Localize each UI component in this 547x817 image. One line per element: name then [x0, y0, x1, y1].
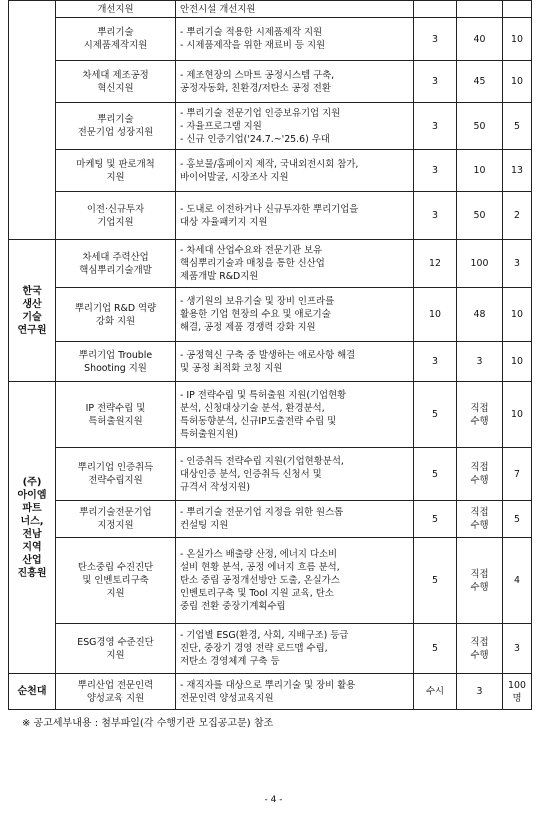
detail-line: - 생기원의 보유기술 및 장비 인프라를: [180, 296, 335, 307]
program-name-line: 지정지원: [97, 520, 134, 531]
detail-cell: [176, 342, 414, 382]
companies-cell: 5: [503, 103, 532, 150]
detail-line: 안전시설 개선지원: [180, 3, 256, 15]
count-cell: 수시: [414, 674, 457, 710]
count-cell: 3: [414, 61, 457, 103]
org-name-line: 아이엠: [17, 489, 47, 501]
table-row: [9, 150, 532, 192]
detail-line: 전문인력 양성교육지원: [180, 692, 274, 704]
detail-line: - 재직자를 대상으로 뿌리기술 및 장비 활용: [180, 679, 356, 691]
org-cell: 순천대: [9, 674, 56, 710]
budget-cell: 3: [457, 674, 503, 710]
program-cell: [56, 624, 176, 674]
count-cell: 5: [414, 624, 457, 674]
companies-cell: 10: [503, 61, 532, 103]
detail-cell: [176, 192, 414, 240]
detail-line: - 인증취득 전략수립 지원(기업현황분석,: [180, 455, 344, 467]
detail-line: 공정자동화, 친환경/저탄소 공정 전환: [180, 82, 331, 94]
detail-line: 제품개발 R&D지원: [180, 271, 259, 282]
org-name-line: 생산: [22, 298, 42, 310]
program-name-line: IP 전략수립 및: [85, 402, 146, 414]
program-cell: [56, 501, 176, 538]
budget-line: 직접: [470, 402, 489, 414]
detail-line: 컨설팅 지원: [180, 520, 229, 531]
budget-cell: 50: [457, 192, 503, 240]
table-row: [9, 192, 532, 240]
program-cell: [56, 18, 176, 61]
budget-cell: 50: [457, 103, 503, 150]
program-name-line: 뿌리산업 전문인력: [77, 679, 154, 691]
table-row: [9, 382, 532, 448]
detail-line: 중립 전환 중장기계획수립: [180, 601, 286, 612]
program-name-line: 전문기업 성장지원: [77, 127, 154, 138]
companies-cell: 4: [503, 538, 532, 624]
budget-cell: [457, 624, 503, 674]
program-cell: [56, 342, 176, 382]
program-name-line: 뿌리기업 Trouble: [78, 349, 153, 361]
detail-cell: [176, 538, 414, 624]
companies-line: 명: [512, 692, 522, 704]
budget-cell: 48: [457, 288, 503, 342]
program-name-line: 뿌리기업 인증취득: [77, 462, 154, 473]
budget-line: 수행: [470, 649, 489, 661]
detail-line: 활용한 기업 현장의 수요 및 애로기술: [180, 309, 331, 320]
program-name-line: 뿌리기술전문기업: [79, 507, 152, 518]
program-cell: [56, 240, 176, 288]
table-row: [9, 103, 532, 150]
program-name-line: 뿌리기업 R&D 역량: [74, 302, 157, 314]
org-cell: [9, 382, 56, 674]
table-row: [9, 61, 532, 103]
detail-line: - 차세대 산업수요와 전문기관 보유: [180, 245, 323, 256]
program-cell: [56, 1, 176, 18]
program-name-line: 및 인벤토리구축: [82, 575, 149, 586]
detail-cell: [176, 674, 414, 710]
table-row: [9, 538, 532, 624]
detail-cell: [176, 150, 414, 192]
program-cell: [56, 538, 176, 624]
companies-cell: [503, 1, 532, 18]
detail-line: 인벤토리구축 및 Tool 지원 교육, 탄소: [180, 588, 334, 599]
companies-cell: 2: [503, 192, 532, 240]
detail-line: - 시제품제작을 위한 재료비 등 지원: [180, 40, 326, 51]
table-row: [9, 674, 532, 710]
detail-line: 및 공정 최적화 코칭 지원: [180, 362, 283, 374]
detail-cell: [176, 18, 414, 61]
detail-line: 설비 현황 분석, 공정 에너지 흐름 분석,: [180, 562, 340, 573]
program-cell: [56, 674, 176, 710]
detail-line: 저탄소 경영체계 구축 등: [180, 656, 280, 667]
budget-cell: 10: [457, 150, 503, 192]
count-cell: 3: [414, 192, 457, 240]
count-cell: 12: [414, 240, 457, 288]
program-name-line: Shooting 지원: [84, 362, 147, 374]
program-name-line: 지원: [106, 171, 125, 183]
detail-line: 핵심뿌리기술과 매칭을 통한 신산업: [180, 258, 325, 269]
detail-cell: [176, 382, 414, 448]
count-cell: 3: [414, 150, 457, 192]
detail-line: - 기업별 ESG(환경, 사회, 지배구조) 등급: [180, 630, 349, 641]
org-name-line: 기술: [22, 311, 42, 323]
program-name-line: 지원: [106, 588, 125, 599]
detail-line: 진단, 중장기 경영 전략 로드맵 수립,: [180, 643, 328, 654]
org-name-line: 산업: [22, 554, 42, 566]
companies-cell: 3: [503, 240, 532, 288]
org-name-line: 지역: [22, 541, 42, 553]
budget-cell: 100: [457, 240, 503, 288]
detail-line: 대상 자율패키지 지원: [180, 216, 268, 228]
org-cell: [9, 240, 56, 382]
detail-line: - 뿌리기술 전문기업 인증보유기업 지원: [180, 107, 341, 119]
companies-line: 100: [508, 679, 526, 691]
count-cell: 5: [414, 501, 457, 538]
companies-cell: 10: [503, 382, 532, 448]
budget-line: 직접: [470, 568, 489, 580]
detail-line: 대상인증 분석, 인증취득 신청서 및: [180, 468, 322, 480]
detail-cell: [176, 501, 414, 538]
companies-cell: 5: [503, 501, 532, 538]
org-cell: [9, 1, 56, 240]
detail-line: - IP 전략수립 및 특허출원 지원(기업현황: [180, 389, 347, 401]
budget-line: 직접: [470, 462, 489, 473]
budget-line: 직접: [470, 636, 489, 648]
detail-line: - 자율프로그램 지원: [180, 120, 262, 132]
program-cell: [56, 61, 176, 103]
detail-cell: [176, 1, 414, 18]
companies-cell: 10: [503, 18, 532, 61]
detail-cell: [176, 624, 414, 674]
detail-line: - 신규 인증기업('24.7.~'25.6) 우대: [180, 133, 330, 145]
detail-cell: [176, 240, 414, 288]
detail-line: 규격서 작성지원): [180, 481, 251, 493]
table-row: [9, 240, 532, 288]
detail-line: - 뿌리기술 전문기업 지정을 위한 원스톱: [180, 507, 344, 518]
companies-cell: 10: [503, 288, 532, 342]
count-cell: [414, 1, 457, 18]
org-name-line: 파트: [22, 502, 42, 514]
detail-line: - 도내로 이전하거나 신규투자한 뿌리기업을: [180, 203, 359, 215]
program-cell: [56, 103, 176, 150]
program-name-line: 강화 지원: [95, 315, 136, 327]
budget-line: 수행: [470, 475, 489, 486]
org-name-line: 너스,: [20, 515, 44, 527]
budget-cell: [457, 538, 503, 624]
companies-cell: 10: [503, 342, 532, 382]
program-name-line: 시제품제작지원: [83, 40, 148, 51]
detail-line: - 뿌리기술 적용한 시제품제작 지원: [180, 27, 323, 38]
count-cell: 5: [414, 448, 457, 501]
program-name-line: 뿌리기술: [97, 114, 134, 125]
table-row: [9, 624, 532, 674]
org-name-line: 전남: [22, 528, 42, 540]
program-name-line: 이전·신규투자: [86, 203, 145, 215]
detail-line: 특허출원지원): [180, 428, 238, 440]
program-name-line: 지원: [106, 649, 125, 661]
org-name-line: 한국: [22, 285, 42, 297]
program-table: [8, 0, 532, 710]
budget-cell: [457, 501, 503, 538]
program-cell: [56, 448, 176, 501]
table-row: [9, 448, 532, 501]
program-cell: [56, 288, 176, 342]
table-row: [9, 1, 532, 18]
companies-cell: 3: [503, 624, 532, 674]
program-name-line: 마케팅 및 판로개척: [76, 158, 155, 170]
program-name-line: 탄소중립 수진진단: [77, 562, 154, 573]
program-name-line: 혁신지원: [97, 82, 134, 94]
detail-line: 특허동향분석, 신규IP도출전략 수립 및: [180, 415, 337, 427]
count-cell: 10: [414, 288, 457, 342]
budget-cell: 3: [457, 342, 503, 382]
count-cell: 5: [414, 538, 457, 624]
table-row: [9, 342, 532, 382]
detail-line: - 공정혁신 구축 중 발생하는 애로사항 해결: [180, 349, 356, 361]
count-cell: 5: [414, 382, 457, 448]
program-cell: [56, 192, 176, 240]
budget-line: 수행: [470, 520, 489, 531]
detail-line: 분석, 신청대상기술 분석, 환경분석,: [180, 402, 325, 414]
program-cell: [56, 382, 176, 448]
budget-cell: [457, 1, 503, 18]
program-name-line: ESG경영 수준진단: [77, 636, 154, 648]
companies-cell: [503, 674, 532, 710]
detail-line: 바이어발굴, 시장조사 지원: [180, 171, 289, 183]
program-name-line: 뿌리기술: [97, 27, 134, 38]
org-name-line: (주): [22, 476, 42, 488]
table-row: [9, 288, 532, 342]
detail-cell: [176, 61, 414, 103]
budget-cell: 45: [457, 61, 503, 103]
detail-line: - 제조현장의 스마트 공정시스템 구축,: [180, 69, 335, 81]
detail-line: 탄소 중립 공정개선방안 도출, 온실가스: [180, 575, 340, 586]
count-cell: 3: [414, 342, 457, 382]
program-cell: [56, 150, 176, 192]
detail-cell: [176, 288, 414, 342]
detail-cell: [176, 448, 414, 501]
program-name-line: 차세대 주력산업: [82, 251, 149, 263]
org-name-line: 연구원: [17, 324, 47, 336]
footnote: ※ 공고세부내용 : 첨부파일(각 수행기관 모집공고문) 참조: [22, 718, 274, 729]
budget-cell: [457, 382, 503, 448]
budget-cell: [457, 448, 503, 501]
org-name-line: 진흥원: [17, 567, 47, 579]
detail-cell: [176, 103, 414, 150]
program-name-line: 전략수립지원: [88, 475, 143, 486]
program-name-line: 특허출원지원: [88, 415, 143, 427]
budget-line: 직접: [470, 507, 489, 518]
program-name-line: 양성교육 지원: [86, 692, 145, 704]
count-cell: 3: [414, 103, 457, 150]
program-name-line: 핵심뿌리기술개발: [79, 264, 152, 276]
page-number: - 4 -: [264, 795, 283, 805]
budget-line: 수행: [470, 581, 489, 593]
detail-line: - 홍보물/홈페이지 제작, 국내외전시회 참가,: [180, 158, 359, 170]
detail-line: 해결, 공정 제품 경쟁력 강화 지원: [180, 322, 316, 333]
program-name-line: 기업지원: [97, 216, 134, 228]
budget-cell: 40: [457, 18, 503, 61]
companies-cell: 13: [503, 150, 532, 192]
detail-line: - 온실가스 배출량 산정, 에너지 다소비: [180, 549, 338, 560]
table-row: [9, 501, 532, 538]
table-row: [9, 18, 532, 61]
budget-line: 수행: [470, 415, 489, 427]
companies-cell: 7: [503, 448, 532, 501]
program-name: 개선지원: [97, 3, 134, 15]
program-name-line: 차세대 제조공정: [82, 69, 149, 81]
count-cell: 3: [414, 18, 457, 61]
